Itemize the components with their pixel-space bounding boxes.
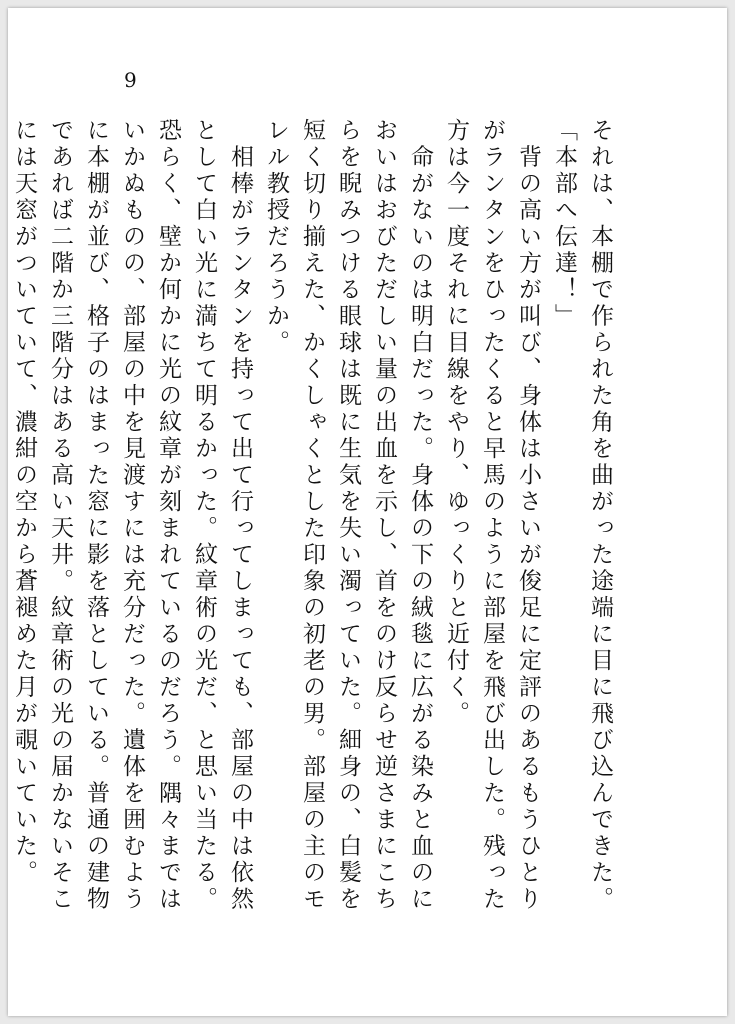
paragraph: 相棒がランタンを持って出て行ってしまっても、部屋の中は依然として白い光に満ちて明るかった。紋章術の光だ、と思い当たる。恐らく、壁か何かに光の紋章が刻まれているのだろう。隅々まではいかぬものの、部屋の中を見渡すには充分だった。遺体を囲むように本棚が並び、格子のはまった窓に影を落としている。普通の建物であれば二階か三階分はある高い天井。紋章術の光の届かないそこには天窓がついていて、濃紺の空から蒼褪めた月が覗いていた。 <box>11 118 253 913</box>
book-page <box>8 8 727 1016</box>
page-number: 9 <box>124 68 137 92</box>
vertical-body-text <box>11 118 618 918</box>
paragraph: それは、本棚で作られた角を曲がった途端に目に飛び込んできた。 <box>587 118 613 913</box>
paragraph: 命がないのは明白だった。身体の下の絨毯に広がる染みと血のにおいはおびただしい量の出血を示し、首をのけ反らせ逆さまにこちらを睨みつける眼球は既に生気を失い濁っていた。細身の、白髪を短く切り揃えた、かくしゃくとした印象の初老の男。部屋の主のモレル教授だろうか。 <box>263 118 433 913</box>
paragraph: 「本部へ伝達！」 <box>551 118 577 330</box>
paragraph: 背の高い方が叫び、身体は小さいが俊足に定評のあるもうひとりがランタンをひったくると早馬のように部屋を飛び出した。残った方は今一度それに目線をやり、ゆっくりと近付く。 <box>443 118 541 913</box>
